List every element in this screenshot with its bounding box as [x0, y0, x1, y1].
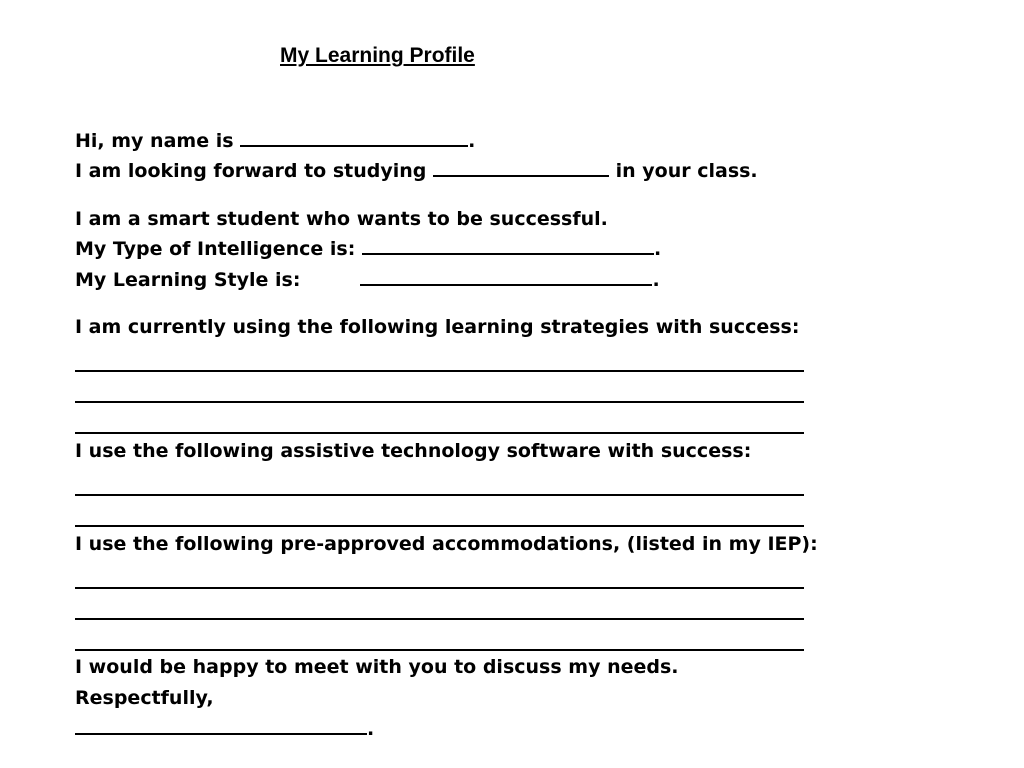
signature-line — [75, 720, 374, 739]
intelligence-blank[interactable] — [362, 252, 654, 255]
learning-style-line — [75, 271, 660, 290]
name-label: Hi, my name is — [75, 130, 241, 152]
intelligence-line — [75, 240, 661, 259]
signoff: Respectfully, — [75, 687, 214, 709]
intelligence-label: My Type of Intelligence is: — [75, 238, 362, 260]
name-blank[interactable] — [240, 144, 468, 147]
subject-suffix: in your class. — [609, 160, 758, 182]
accommodations-fill-line[interactable] — [75, 649, 804, 651]
software-fill-line[interactable] — [75, 525, 804, 527]
accommodations-fill-line[interactable] — [75, 618, 804, 620]
strategies-fill-line[interactable] — [75, 432, 804, 434]
page-title: My Learning Profile — [280, 44, 475, 67]
subject-line — [75, 162, 758, 181]
software-heading: I use the following assistive technology software with success: — [75, 440, 752, 462]
signature-period: . — [367, 718, 375, 740]
accommodations-heading: I use the following pre-approved accommodations, (listed in my IEP): — [75, 533, 818, 555]
strategies-fill-line[interactable] — [75, 370, 804, 372]
learning-style-period: . — [652, 269, 660, 291]
learning-style-label: My Learning Style is: — [75, 269, 301, 291]
signature-blank[interactable] — [75, 732, 367, 735]
strategies-fill-line[interactable] — [75, 401, 804, 403]
intelligence-period: . — [653, 238, 662, 260]
name-period: . — [468, 130, 476, 152]
strategies-heading: I am currently using the following learning strategies with success: — [75, 316, 800, 338]
subject-label: I am looking forward to studying — [75, 160, 433, 182]
accommodations-fill-line[interactable] — [75, 587, 804, 589]
smart-student-line: I am a smart student who wants to be successful. — [75, 208, 608, 230]
software-fill-line[interactable] — [75, 494, 804, 496]
subject-blank[interactable] — [433, 174, 609, 177]
closing-line: I would be happy to meet with you to discuss my needs. — [75, 656, 679, 678]
learning-style-blank[interactable] — [360, 283, 652, 286]
name-line — [75, 132, 475, 151]
